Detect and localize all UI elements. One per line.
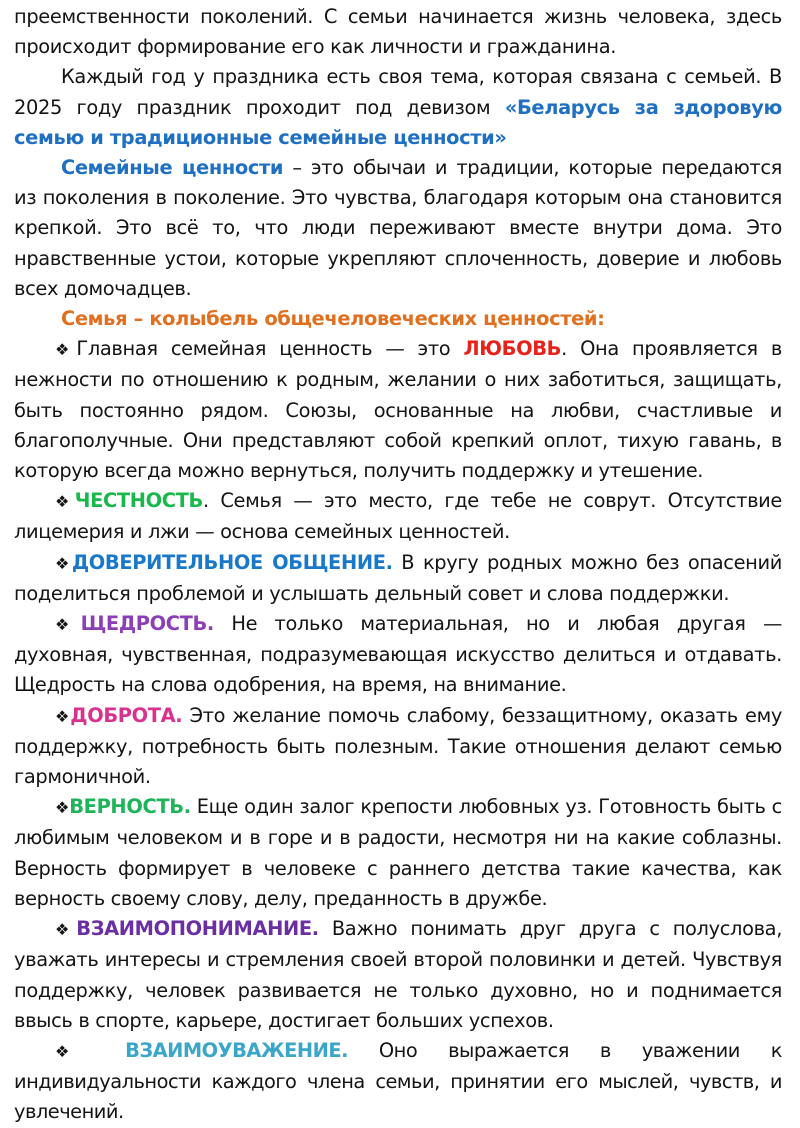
value-text: Не только материальная, но и любая другая — духовная, чувственная, подразумевающая искусство делиться и отдавать. Щедрость на слова одобрения, на время, на внимание. [14,612,782,697]
diamond-bullet-icon: ❖ [55,615,81,635]
family-values-definition [14,153,782,304]
value-item-loyalty [14,792,782,914]
value-item-respect [14,1036,782,1128]
diamond-bullet-icon: ❖ [55,920,77,940]
value-item-honesty [14,486,782,547]
value-term-generosity: ЩЕДРОСТЬ. [80,612,214,636]
value-term-respect: ВЗАИМОУВАЖЕНИЕ. [125,1038,348,1062]
diamond-bullet-icon: ❖ [55,553,72,573]
family-values-term: Семейные ценности [61,156,284,180]
value-text: Оно выражается в уважении к индивидуальности каждого члена семьи, принятии его мыслей, чувств, и увлечений. [14,1038,782,1124]
diamond-bullet-icon: ❖ [55,706,71,726]
value-term-trust: ДОВЕРИТЕЛЬНОЕ ОБЩЕНИЕ. [71,550,393,574]
section-heading-text: Семья – колыбель общечеловеческих ценностей: [61,307,605,331]
section-heading [14,304,782,334]
value-pre-text: Главная семейная ценность — это [76,337,464,361]
value-item-trust [14,548,782,609]
value-item-understanding [14,914,782,1036]
intro-theme-paragraph [14,62,782,153]
diamond-bullet-icon: ❖ [55,492,75,512]
value-text: Это желание помочь слабому, беззащитному, оказать ему поддержку, потребность быть полезным. Такие отношения делают семью гармоничной. [14,703,782,789]
theme-text: Каждый год у праздника есть своя тема, которая связана с семьей. В 2025 году праздник проходит под девизом [14,65,782,119]
intro-continuation: преемственности поколений. С семьи начинается жизнь человека, здесь происходит формирование его как личности и гражданина. [14,5,782,59]
value-term-kindness: ДОБРОТА. [70,703,183,727]
value-item-generosity [14,609,782,701]
value-text: В кругу родных можно без опасений поделиться проблемой и услышать дельный совет и слова поддержки. [14,550,783,605]
value-text: . Она проявляется в нежности по отношению к родным, желании о них заботиться, защищать, быть постоянно рядом. Союзы, основанные на любви, счастливые и благополучные. Они представляют собой крепкий оплот, тихую гавань, в которую всегда можно вернуться, получить поддержку и утешение. [14,337,783,483]
value-item-love [14,334,782,486]
family-values-text: – это обычаи и традиции, которые передаются из поколения в поколение. Это чувства, благодаря которым она становится крепкой. Это всё то, что люди переживают вместе внутри дома. Это нравственные устои, которые укрепляют сплоченность, доверие и любовь всех домочадцев. [14,156,782,300]
diamond-bullet-icon: ❖ [55,1041,95,1061]
value-term-loyalty: ВЕРНОСТЬ. [69,795,191,819]
value-term-love: ЛЮБОВЬ [463,337,562,361]
theme-motto: «Беларусь за здоровую семью и традиционные семейные ценности» [14,95,782,149]
value-term-understanding: ВЗАИМОПОНИМАНИЕ. [76,917,319,941]
diamond-bullet-icon: ❖ [55,798,70,818]
value-term-honesty: ЧЕСТНОСТЬ [74,489,203,513]
value-text: . Семья — это место, где тебе не соврут. Отсутствие лицемерия и лжи — основа семейных ценностей. [14,489,783,544]
value-text: Еще один залог крепости любовных уз. Готовность быть с любимым человеком и в горе и в радости, несмотря ни на какие соблазны. Верность формирует в человеке с раннего детства такие качества, как верность своему слову, делу, преданность в дружбе. [14,795,782,910]
value-item-kindness [14,701,782,793]
value-text: Важно понимать друг друга с полуслова, уважать интересы и стремления своей второй половинки и детей. Чувствуя поддержку, человек развивается не только духовно, но и поднимается ввысь в спорте, карьере, достигает больших успехов. [14,917,783,1032]
diamond-bullet-icon: ❖ [55,340,77,360]
